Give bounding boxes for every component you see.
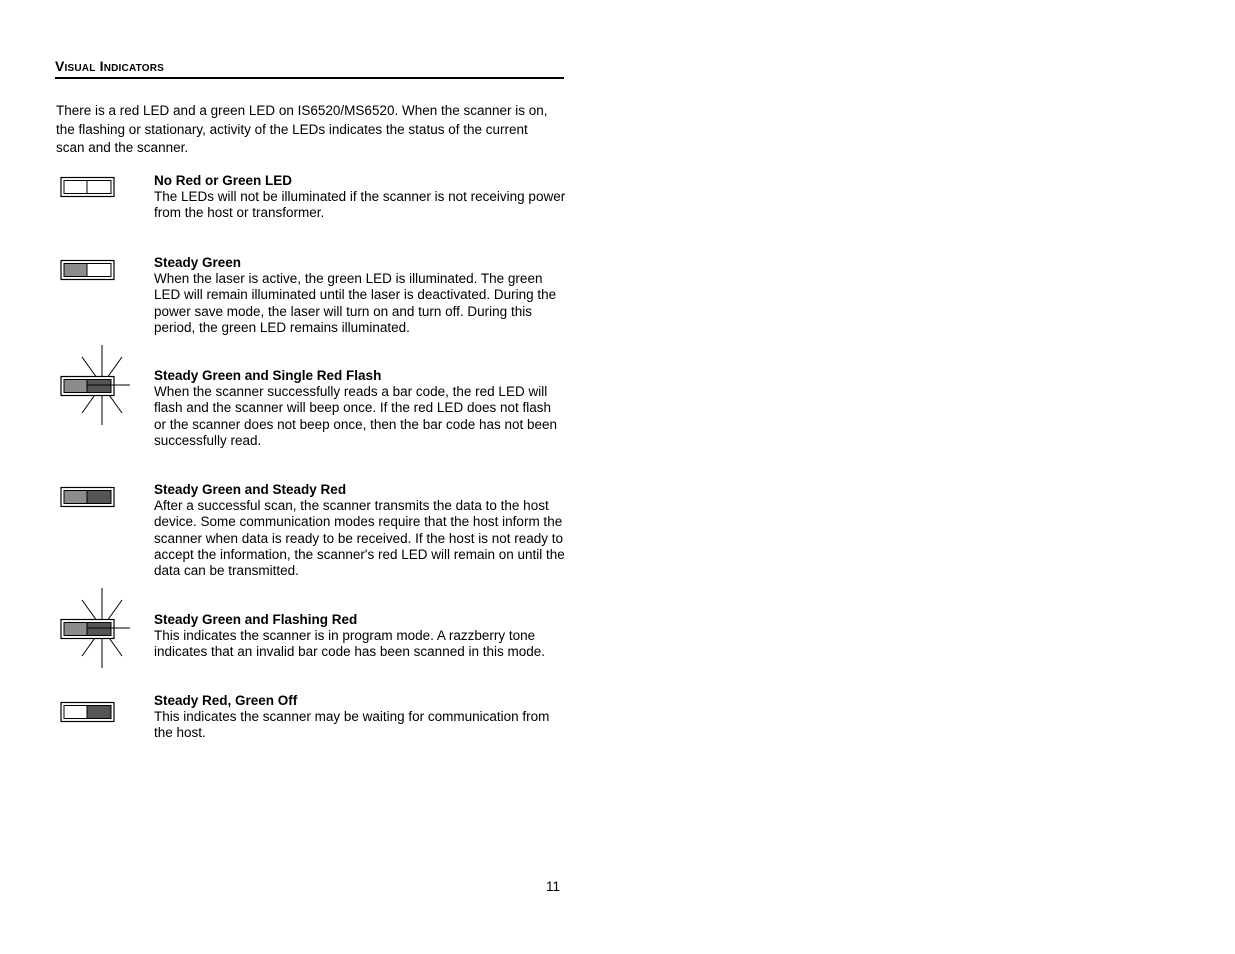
led-indicator-icon (56, 485, 116, 509)
indicator-entry (154, 255, 566, 336)
led-indicator-icon (56, 258, 116, 282)
indicator-description: The LEDs will not be illuminated if the scanner is not receiving power from the host or transformer. (154, 189, 566, 221)
indicator-entry (154, 482, 566, 579)
indicator-entry (154, 693, 566, 742)
indicator-description: When the scanner successfully reads a bar code, the red LED will flash and the scanner will beep once. If the red LED does not flash or the scanner does not beep once, then the bar code has not been successfully read. (154, 384, 558, 448)
led-indicator-icon (56, 175, 116, 199)
indicator-title: Steady Green and Steady Red (154, 482, 347, 497)
indicator-title: No Red or Green LED (154, 173, 293, 188)
indicator-entry (154, 173, 566, 222)
intro-paragraph: There is a red LED and a green LED on IS6520/MS6520. When the scanner is on, the flashing or stationary, activity of the LEDs indicates the status of the current scan and the scanner. (56, 103, 548, 155)
indicator-entry (154, 368, 566, 449)
indicator-description: After a successful scan, the scanner transmits the data to the host device. Some communication modes require that the host inform the scanner when data is ready to be received. If the host is not ready to accept the information, the scanner's red LED will remain on until the data can be transmitted. (154, 498, 565, 579)
indicator-title: Steady Green (154, 255, 242, 270)
indicator-description: This indicates the scanner may be waiting for communication from the host. (154, 709, 550, 741)
indicator-title: Steady Green and Flashing Red (154, 612, 358, 627)
indicator-entry (154, 612, 566, 661)
indicator-title: Steady Green and Single Red Flash (154, 368, 382, 383)
section-heading: Visual Indicators (55, 58, 564, 79)
led-flash-indicator-icon (56, 345, 136, 427)
indicator-description: When the laser is active, the green LED is illuminated. The green LED will remain illuminated until the laser is deactivated. During the power save mode, the laser will turn on and turn off. During this period, the green LED remains illuminated. (154, 271, 557, 335)
page-number: 11 (546, 879, 561, 894)
led-indicator-icon (56, 700, 116, 724)
indicator-title: Steady Red, Green Off (154, 693, 298, 708)
indicator-description: This indicates the scanner is in program mode. A razzberry tone indicates that an invalid bar code has been scanned in this mode. (154, 628, 546, 660)
led-flash-indicator-icon (56, 588, 136, 670)
